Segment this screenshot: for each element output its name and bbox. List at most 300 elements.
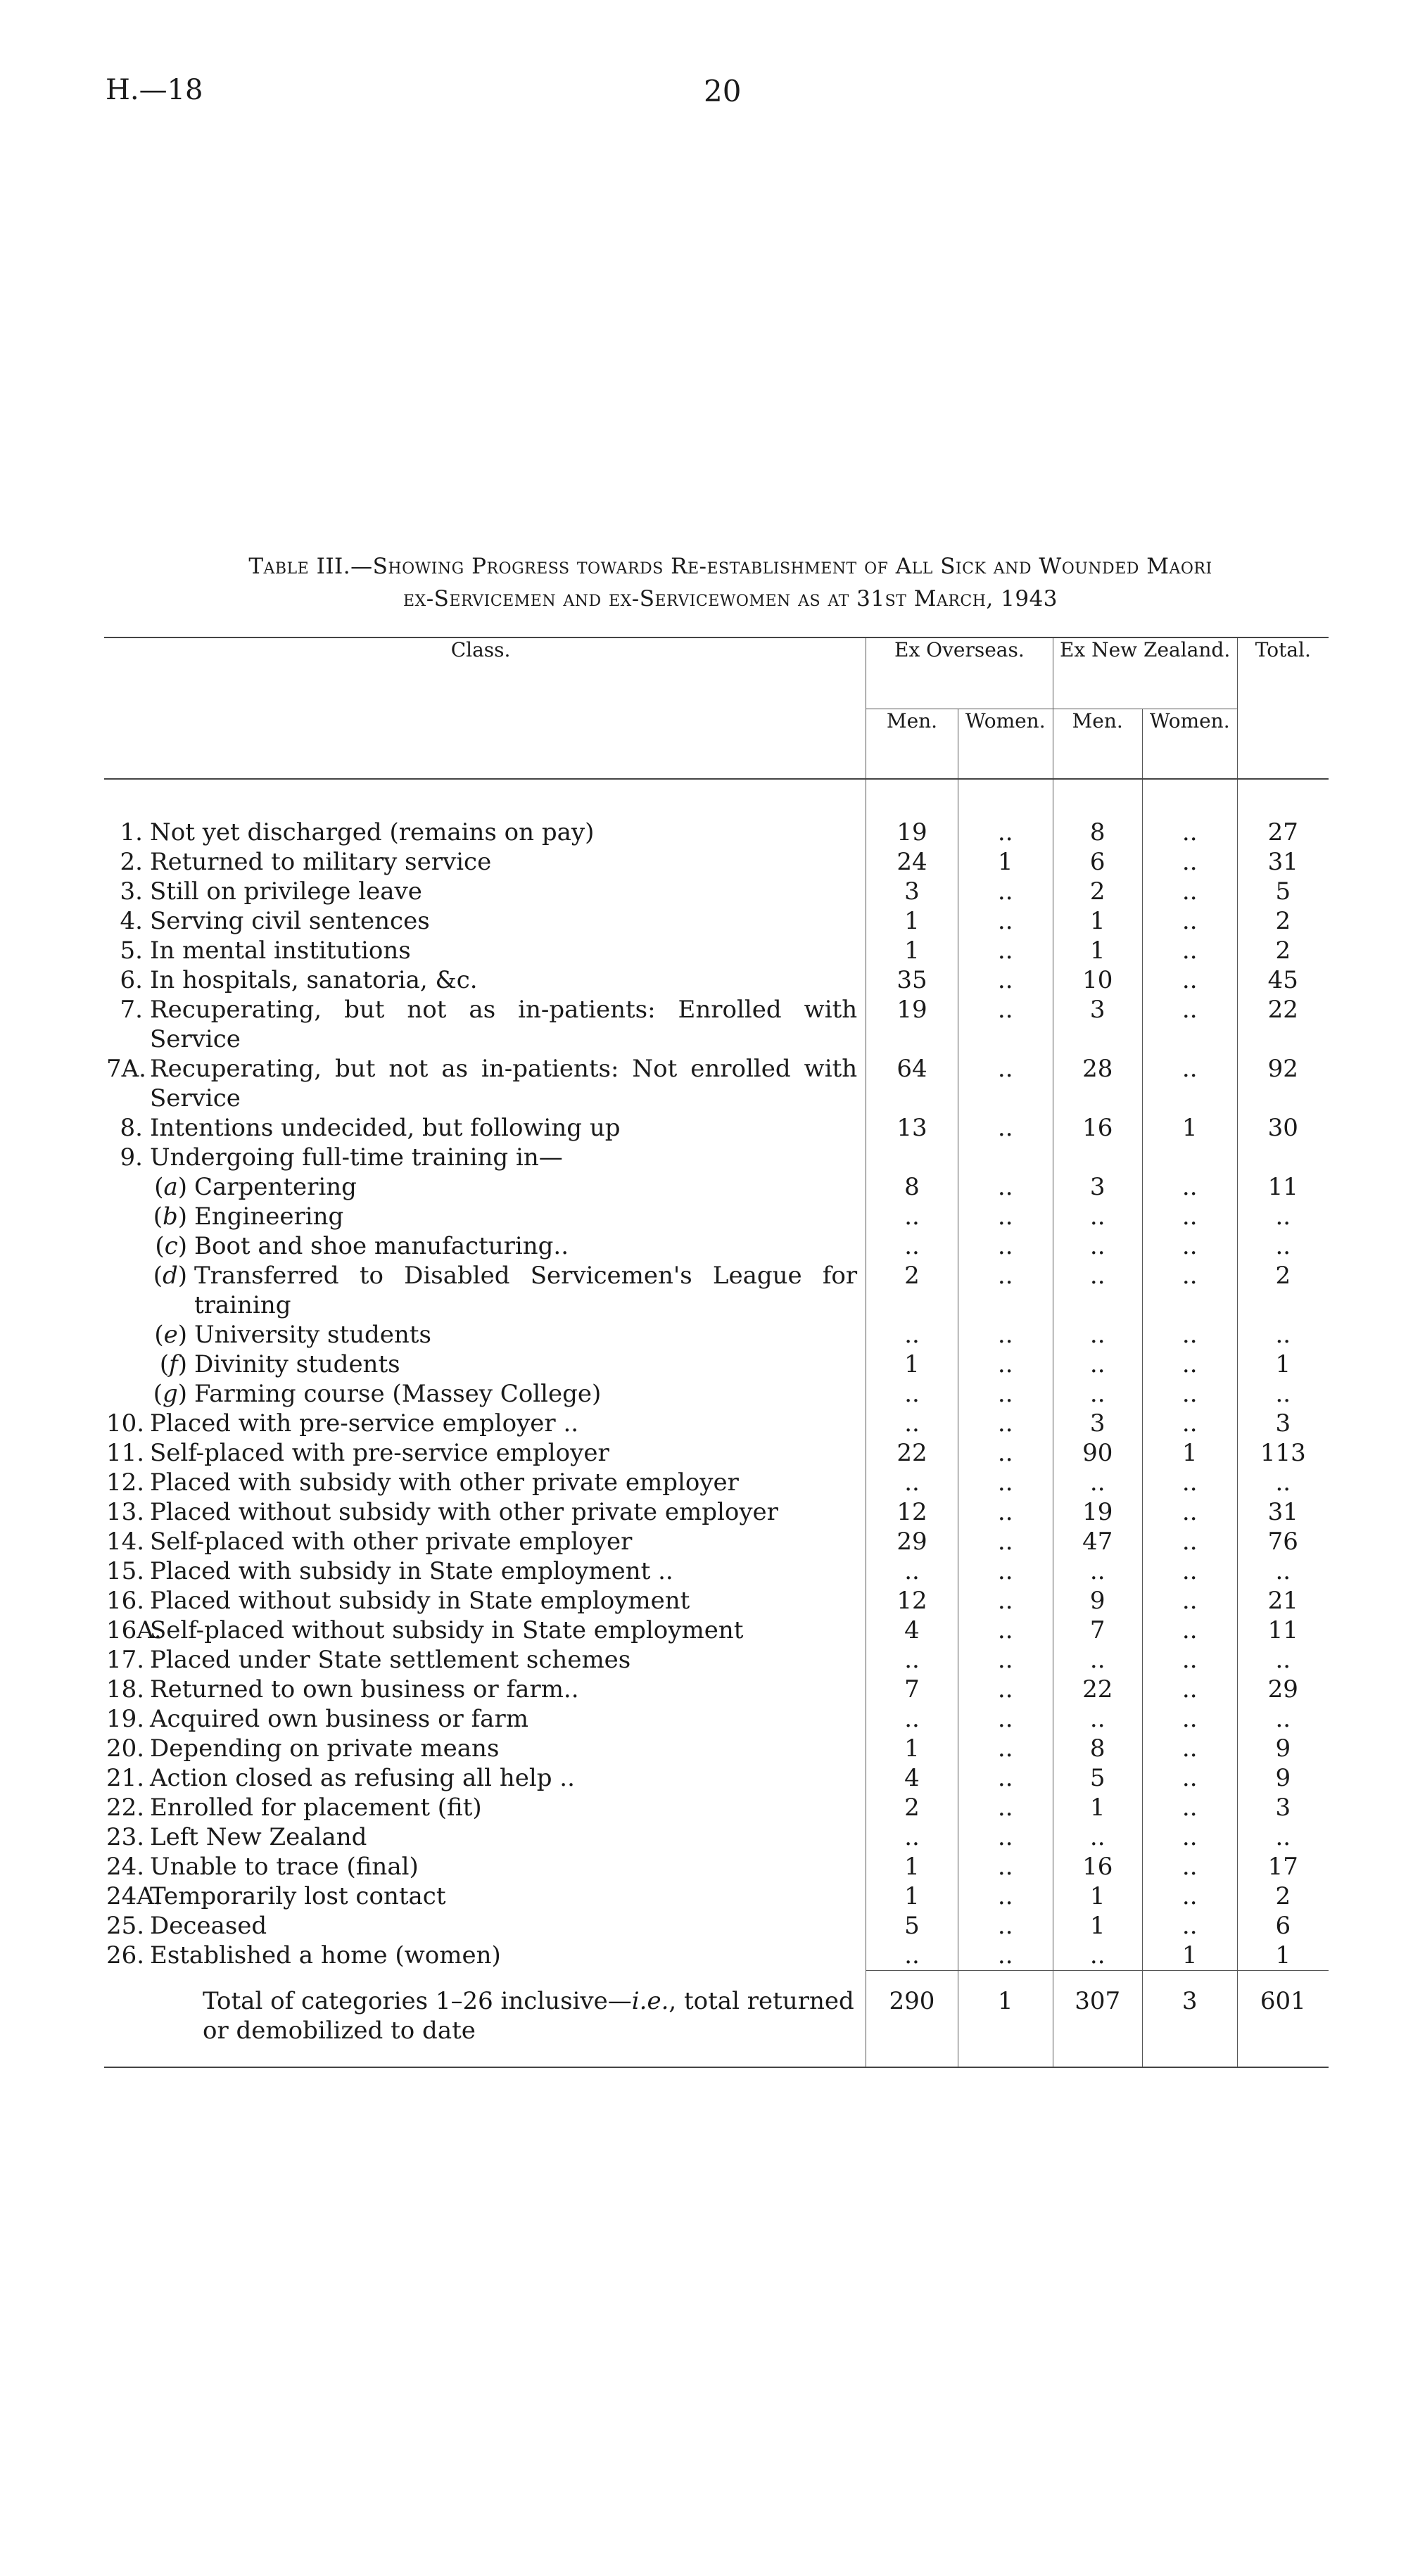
cell-overseas-men: 1 [866,936,958,965]
row-class-label [104,1586,866,1616]
row-class-label [104,1763,866,1793]
table-row [104,1734,1329,1763]
row-label: Intentions undecided, but following up [150,1114,621,1142]
column-header-ex-new-zealand: Ex New Zealand. [1053,637,1237,709]
cell-nz-women: .. [1142,1497,1237,1527]
cell-nz-women: .. [1142,1231,1237,1261]
cell-total: 9 [1237,1763,1329,1793]
row-label: Divinity students [194,1350,400,1378]
row-number: 21. [106,1764,145,1792]
cell-nz-women: .. [1142,1793,1237,1822]
cell-nz-men: .. [1053,1379,1142,1409]
cell-overseas-men: 4 [866,1763,958,1793]
total-label: Total of categories 1–26 inclusive—i.e., total returned or demobilized to date [203,1987,854,2045]
table-row [104,1586,1329,1616]
table-body [104,818,1329,1971]
cell-total: 11 [1237,1172,1329,1202]
row-number: 7. [120,996,143,1024]
cell-overseas-men: 12 [866,1497,958,1527]
cell-overseas-men: 3 [866,877,958,906]
cell-overseas-men: 1 [866,1350,958,1379]
row-label: Placed without subsidy in State employment [150,1587,690,1615]
cell-nz-men: 47 [1053,1527,1142,1556]
table-row [104,1054,1329,1113]
cell-nz-men: .. [1053,1350,1142,1379]
cell-overseas-women: .. [958,936,1053,965]
table-row [104,1172,1329,1202]
cell-overseas-men: 1 [866,1852,958,1882]
row-class-label [104,906,866,936]
row-class-label [104,1438,866,1468]
total-row [104,1986,1329,2067]
cell-nz-men: 3 [1053,995,1142,1054]
row-label: In hospitals, sanatoria, &c. [150,966,478,994]
cell-nz-men: 19 [1053,1497,1142,1527]
row-class-label [104,1143,866,1172]
row-number: 16A. [106,1616,162,1644]
row-class-label [104,1468,866,1497]
row-label: Farming course (Massey College) [194,1380,602,1408]
cell-overseas-women: .. [958,1763,1053,1793]
cell-overseas-men: 2 [866,1793,958,1822]
table-row [104,1556,1329,1586]
column-header-overseas-women: Women. [958,709,1053,779]
row-number: 17. [106,1646,145,1674]
cell-total: 31 [1237,1497,1329,1527]
cell-nz-women: .. [1142,1320,1237,1350]
row-number: 7A. [106,1055,146,1083]
row-number: (b) [153,1203,187,1231]
cell-total: 5 [1237,877,1329,906]
cell-nz-men: .. [1053,1556,1142,1586]
row-number: (e) [154,1321,187,1349]
row-number: (g) [153,1380,187,1408]
cell-overseas-women: .. [958,1941,1053,1971]
row-class-label [104,1793,866,1822]
row-number: 25. [106,1912,145,1940]
cell-overseas-women: .. [958,1645,1053,1675]
table-row [104,1882,1329,1911]
cell-overseas-men: 8 [866,1172,958,1202]
cell-total: 27 [1237,818,1329,847]
cell-overseas-women: .. [958,1734,1053,1763]
column-header-nz-women: Women. [1142,709,1237,779]
cell-overseas-men: 19 [866,818,958,847]
cell-overseas-men: 2 [866,1261,958,1320]
cell-overseas-women: .. [958,1586,1053,1616]
cell-total: .. [1237,1556,1329,1586]
row-number: 26. [106,1941,145,1969]
cell-overseas-women: .. [958,1202,1053,1231]
table-row [104,847,1329,877]
cell-nz-women: .. [1142,1054,1237,1113]
cell-overseas-women: .. [958,818,1053,847]
cell-nz-women: .. [1142,936,1237,965]
cell-overseas-women: .. [958,1409,1053,1438]
cell-overseas-men: 19 [866,995,958,1054]
cell-overseas-men: 5 [866,1911,958,1941]
cell-overseas-men: 35 [866,965,958,995]
row-label: Acquired own business or farm [150,1705,528,1733]
cell-total: 45 [1237,965,1329,995]
cell-total: 17 [1237,1852,1329,1882]
table-row [104,1231,1329,1261]
cell-total [1237,1143,1329,1172]
table-row [104,1438,1329,1468]
cell-overseas-women: .. [958,1320,1053,1350]
row-label: Placed without subsidy with other private employer [150,1498,778,1526]
row-class-label [104,1556,866,1586]
cell-overseas-men: 4 [866,1616,958,1645]
cell-overseas-women: .. [958,1054,1053,1113]
table-title-line-1: —Showing Progress towards Re-establishment of All Sick and Wounded Maori [350,554,1212,579]
cell-nz-women: .. [1142,1704,1237,1734]
row-number: 12. [106,1468,145,1497]
cell-nz-men: 16 [1053,1852,1142,1882]
cell-overseas-men: .. [866,1645,958,1675]
cell-overseas-men: .. [866,1202,958,1231]
cell-nz-men: 16 [1053,1113,1142,1143]
table-row [104,1113,1329,1143]
cell-nz-women: .. [1142,1882,1237,1911]
cell-total: 92 [1237,1054,1329,1113]
row-label: Placed with subsidy in State employment .. [150,1557,673,1585]
row-class-label [104,1497,866,1527]
cell-nz-women: .. [1142,847,1237,877]
re-establishment-table [104,637,1329,2068]
row-class-label [104,1320,866,1350]
cell-overseas-men: 1 [866,906,958,936]
cell-overseas-women: .. [958,1911,1053,1941]
cell-overseas-women: .. [958,1350,1053,1379]
row-label: Recuperating, but not as in-patients: Enrolled with Service [150,996,858,1053]
cell-overseas-men: .. [866,1320,958,1350]
table-row [104,1202,1329,1231]
table-row [104,1379,1329,1409]
cell-overseas-women: .. [958,995,1053,1054]
cell-total: 2 [1237,906,1329,936]
total-grand: 601 [1237,1986,1329,2067]
row-label: Placed with subsidy with other private employer [150,1468,739,1497]
cell-overseas-men: 24 [866,847,958,877]
cell-nz-men: 10 [1053,965,1142,995]
row-number: 6. [120,966,143,994]
column-header-total: Total. [1237,637,1329,778]
cell-nz-men: 1 [1053,1793,1142,1822]
row-label: Transferred to Disabled Servicemen's League for training [194,1262,858,1319]
row-class-label [104,1675,866,1704]
table-row [104,1793,1329,1822]
cell-overseas-men: 13 [866,1113,958,1143]
cell-overseas-women: .. [958,1704,1053,1734]
row-label: Self-placed without subsidy in State employment [150,1616,744,1644]
column-header-ex-overseas: Ex Overseas. [866,637,1053,709]
table-row [104,1320,1329,1350]
cell-nz-men: .. [1053,1231,1142,1261]
row-class-label [104,995,866,1054]
total-nz-women: 3 [1142,1986,1237,2067]
cell-overseas-women: .. [958,1172,1053,1202]
cell-overseas-women: .. [958,1616,1053,1645]
row-label: Established a home (women) [150,1941,501,1969]
row-class-label [104,818,866,847]
row-number: 8. [120,1114,143,1142]
table-row [104,1468,1329,1497]
row-label: Enrolled for placement (fit) [150,1794,482,1822]
row-class-label [104,1616,866,1645]
cell-overseas-women: .. [958,1497,1053,1527]
cell-nz-women: .. [1142,1763,1237,1793]
row-class-label [104,1852,866,1882]
row-class-label [104,1645,866,1675]
row-label: Action closed as refusing all help .. [150,1764,575,1792]
cell-total: 3 [1237,1793,1329,1822]
row-class-label [104,1379,866,1409]
table-row [104,1350,1329,1379]
cell-nz-women: .. [1142,1852,1237,1882]
table-caption [104,550,1357,615]
row-number: 24. [106,1853,145,1881]
cell-total: 113 [1237,1438,1329,1468]
total-nz-men: 307 [1053,1986,1142,2067]
row-label: Depending on private means [150,1734,500,1763]
cell-total: 2 [1237,1882,1329,1911]
cell-nz-women: .. [1142,877,1237,906]
cell-total: .. [1237,1468,1329,1497]
row-number: 18. [106,1675,145,1703]
cell-overseas-women: .. [958,1793,1053,1822]
cell-nz-men: 7 [1053,1616,1142,1645]
cell-total: 21 [1237,1586,1329,1616]
cell-overseas-women: .. [958,1379,1053,1409]
cell-overseas-men: 1 [866,1882,958,1911]
cell-nz-women: .. [1142,995,1237,1054]
cell-overseas-women: .. [958,1675,1053,1704]
row-class-label [104,1202,866,1231]
cell-nz-women: .. [1142,1616,1237,1645]
row-number: (a) [154,1173,187,1201]
row-label: Self-placed with pre-service employer [150,1439,609,1467]
table-row [104,1822,1329,1852]
cell-nz-men: 8 [1053,1734,1142,1763]
cell-nz-women: .. [1142,1734,1237,1763]
row-class-label [104,1734,866,1763]
cell-total: 1 [1237,1941,1329,1971]
row-number: 19. [106,1705,145,1733]
cell-nz-women: .. [1142,1822,1237,1852]
row-number: 23. [106,1823,145,1851]
cell-total: .. [1237,1320,1329,1350]
cell-total: 1 [1237,1350,1329,1379]
cell-nz-women: .. [1142,1911,1237,1941]
cell-overseas-men: 12 [866,1586,958,1616]
cell-nz-men: 22 [1053,1675,1142,1704]
cell-nz-men: .. [1053,1468,1142,1497]
cell-total: .. [1237,1822,1329,1852]
row-number: 9. [120,1143,143,1172]
cell-overseas-men: .. [866,1379,958,1409]
cell-overseas-women: .. [958,1438,1053,1468]
document-reference: H.—18 [106,74,203,106]
row-class-label [104,1350,866,1379]
cell-overseas-women: .. [958,1261,1053,1320]
cell-overseas-men: .. [866,1468,958,1497]
cell-nz-women: .. [1142,1675,1237,1704]
cell-nz-men: 2 [1053,877,1142,906]
cell-overseas-men: .. [866,1556,958,1586]
row-number: 20. [106,1734,145,1763]
row-class-label [104,1113,866,1143]
cell-total: .. [1237,1231,1329,1261]
cell-nz-men: .. [1053,1261,1142,1320]
cell-nz-men: 6 [1053,847,1142,877]
cell-nz-men: 3 [1053,1172,1142,1202]
cell-nz-women: .. [1142,1556,1237,1586]
table-row [104,995,1329,1054]
cell-nz-men: 28 [1053,1054,1142,1113]
cell-overseas-men: 1 [866,1734,958,1763]
table-row [104,1616,1329,1645]
row-label: In mental institutions [150,937,411,965]
cell-overseas-women: .. [958,906,1053,936]
cell-nz-men: 9 [1053,1586,1142,1616]
cell-total: .. [1237,1202,1329,1231]
row-class-label [104,1527,866,1556]
cell-overseas-men: .. [866,1941,958,1971]
cell-nz-women: .. [1142,906,1237,936]
row-number: 1. [120,818,143,846]
row-label: Boot and shoe manufacturing.. [194,1232,569,1260]
row-label: Self-placed with other private employer [150,1528,633,1556]
cell-total: .. [1237,1645,1329,1675]
row-number: (f) [159,1350,187,1378]
table-row [104,1763,1329,1793]
cell-nz-men: 8 [1053,818,1142,847]
cell-nz-women: .. [1142,965,1237,995]
row-number: 16. [106,1587,145,1615]
table-row [104,1852,1329,1882]
row-label: Not yet discharged (remains on pay) [150,818,595,846]
cell-nz-women: .. [1142,1409,1237,1438]
row-label: Engineering [194,1203,344,1231]
cell-nz-men: .. [1053,1320,1142,1350]
cell-total: 6 [1237,1911,1329,1941]
cell-overseas-women [958,1143,1053,1172]
row-label: Undergoing full-time training in— [150,1143,563,1172]
cell-overseas-men: .. [866,1822,958,1852]
row-label: Temporarily lost contact [150,1882,446,1910]
table-number: Table III. [248,554,351,579]
cell-nz-men: 1 [1053,1882,1142,1911]
cell-total: 30 [1237,1113,1329,1143]
cell-overseas-women: .. [958,1468,1053,1497]
cell-overseas-women: 1 [958,847,1053,877]
row-class-label [104,1882,866,1911]
row-number: 24A. [106,1882,162,1910]
row-number: 13. [106,1498,145,1526]
table-title-line-2: ex-Servicemen and ex-Servicewomen as at 31st March, 1943 [403,586,1058,611]
cell-nz-women: 1 [1142,1113,1237,1143]
cell-nz-men: 3 [1053,1409,1142,1438]
cell-nz-men: .. [1053,1202,1142,1231]
table-row [104,1645,1329,1675]
row-class-label [104,1409,866,1438]
row-label: Left New Zealand [150,1823,367,1851]
row-label: Still on privilege leave [150,877,422,906]
row-label: Placed under State settlement schemes [150,1646,631,1674]
cell-total: 22 [1237,995,1329,1054]
table-row [104,1143,1329,1172]
row-number: (d) [153,1262,187,1290]
cell-overseas-men: 64 [866,1054,958,1113]
cell-nz-men [1053,1143,1142,1172]
cell-nz-women: .. [1142,1202,1237,1231]
row-number: 11. [106,1439,145,1467]
cell-nz-women: .. [1142,1468,1237,1497]
cell-nz-women: .. [1142,1379,1237,1409]
row-class-label [104,1822,866,1852]
cell-total: 29 [1237,1675,1329,1704]
cell-nz-women: .. [1142,1350,1237,1379]
page-number: 20 [704,74,742,108]
row-class-label [104,1054,866,1113]
cell-overseas-men: 22 [866,1438,958,1468]
total-overseas-men: 290 [866,1986,958,2067]
cell-overseas-men: .. [866,1231,958,1261]
cell-total: 2 [1237,936,1329,965]
total-overseas-women: 1 [958,1986,1053,2067]
cell-nz-men: .. [1053,1704,1142,1734]
table-row [104,1527,1329,1556]
cell-nz-women [1142,1143,1237,1172]
table-row [104,1911,1329,1941]
row-label: Carpentering [194,1173,357,1201]
row-number: 4. [120,907,143,935]
row-label: Recuperating, but not as in-patients: Not enrolled with Service [150,1055,858,1112]
column-header-class: Class. [104,637,866,778]
row-label: Returned to military service [150,848,492,876]
row-number: 14. [106,1528,145,1556]
column-header-nz-men: Men. [1053,709,1142,779]
cell-total: .. [1237,1704,1329,1734]
cell-overseas-men: .. [866,1704,958,1734]
row-class-label [104,1911,866,1941]
cell-overseas-men: .. [866,1409,958,1438]
row-number: 5. [120,937,143,965]
cell-nz-women: .. [1142,1586,1237,1616]
row-label: Deceased [150,1912,267,1940]
column-header-overseas-men: Men. [866,709,958,779]
table-row [104,1675,1329,1704]
table-row [104,965,1329,995]
cell-total: 9 [1237,1734,1329,1763]
table-row [104,1704,1329,1734]
row-label: Serving civil sentences [150,907,430,935]
table-row [104,818,1329,847]
cell-nz-men: 1 [1053,936,1142,965]
cell-overseas-women: .. [958,1822,1053,1852]
row-class-label [104,965,866,995]
row-number: 15. [106,1557,145,1585]
row-label: Placed with pre-service employer .. [150,1409,579,1438]
cell-nz-women: .. [1142,1527,1237,1556]
row-label: University students [194,1321,431,1349]
row-number: 2. [120,848,143,876]
row-class-label [104,877,866,906]
row-label: Returned to own business or farm.. [150,1675,579,1703]
table-row [104,1409,1329,1438]
row-number: 3. [120,877,143,906]
